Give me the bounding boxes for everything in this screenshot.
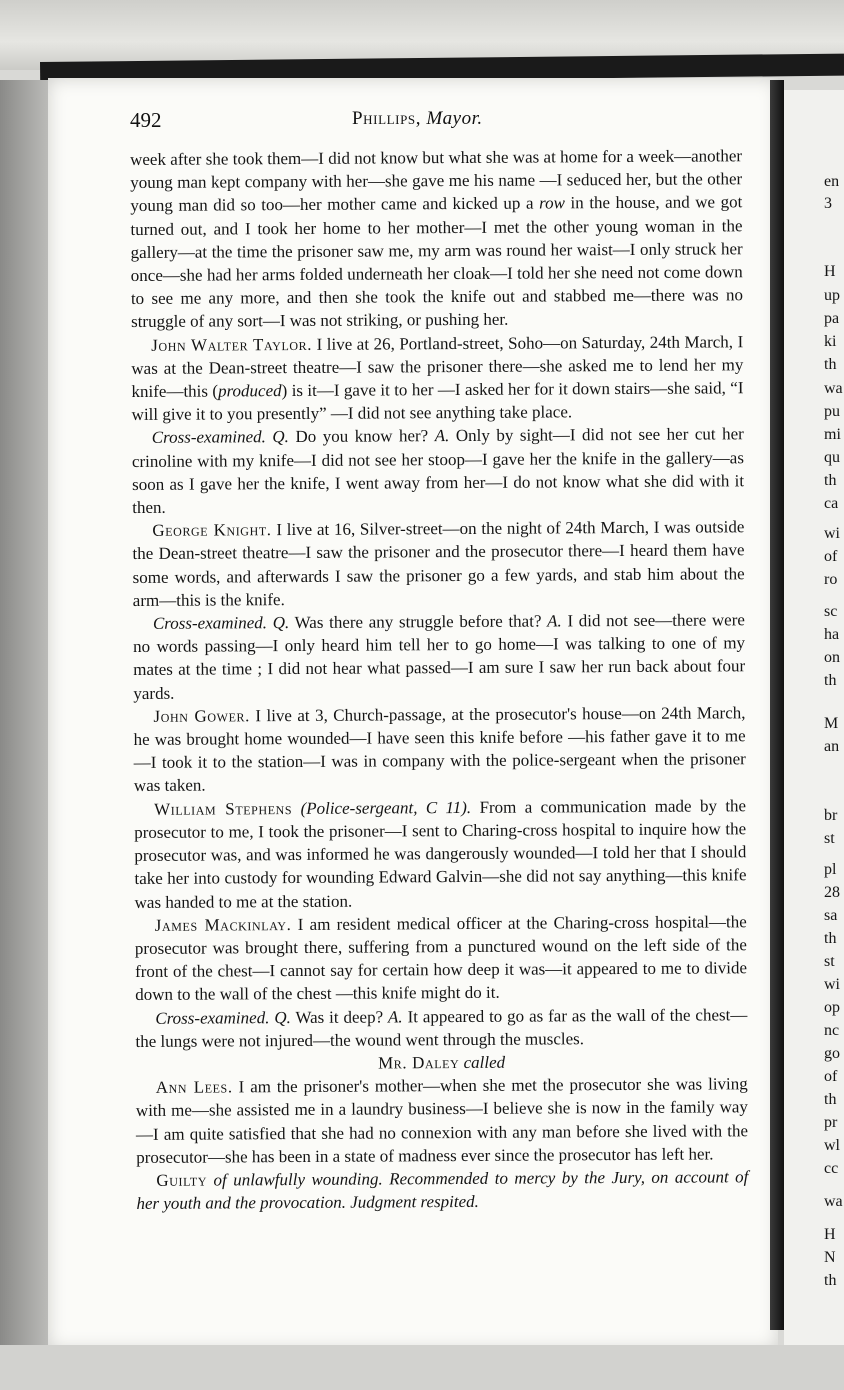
page-number: 492 [130, 108, 162, 132]
adjacent-page-text-fragment: go [824, 1045, 840, 1062]
adjacent-page-text-fragment: th [824, 672, 837, 689]
adjacent-page-text-fragment: ro [824, 571, 838, 588]
adjacent-page-text-fragment: wi [824, 976, 840, 993]
adjacent-page-text-fragment: H [824, 1226, 836, 1243]
adjacent-page-text-fragment: of [824, 548, 838, 565]
adjacent-page-text-fragment: of [824, 1068, 838, 1085]
witness-name: George Knight. [152, 520, 272, 541]
adjacent-page-text-fragment: up [824, 287, 840, 304]
cross-examination-taylor: Cross-examined. Q. Do you know her? A. Only by sight—I did not see her cut her crinoline with my knife—I did not see her stoop—I gave her the knife in the gallery—as soon as I gave her the knife, I went away from her—I do not know what she did with it then. [131, 424, 745, 518]
adjacent-page-text-fragment: nc [824, 1022, 840, 1039]
adjacent-page-text-fragment: pl [824, 861, 837, 878]
adjacent-page-text-fragment: wa [824, 1193, 843, 1210]
adjacent-page-text-fragment: th [824, 1091, 837, 1108]
testimony-mackinlay: James Mackinlay. I am resident medical officer at the Charing-cross hospital—the prosecutor was brought there, suffering from a punctured wound on the left side of the front of the chest—I cannot say for certain how deep it was—it appeared to me to divide down to the wall of the chest —this knife might do it. [134, 911, 748, 1005]
adjacent-page-text-fragment: br [824, 807, 838, 824]
testimony-gower: John Gower. I live at 3, Church-passage, at the prosecutor's house—on 24th March, he was brought home wounded—I have seen this knife before —his father gave it to me—I took it to the station—I was in company with the police-sergeant when the prisoner was taken. [133, 703, 746, 796]
adjacent-page-text-fragment: pa [824, 310, 840, 327]
adjacent-page-text-fragment: ki [824, 333, 837, 350]
adjacent-page-text-fragment: M [824, 715, 839, 732]
testimony-lees: Ann Lees. I am the prisoner's mother—when she met the prosecutor she was living with me—she assisted me in a laundry business—I believe she is now in the family way—I am quite satisfied that she had no connexion with any man before she lived with the prosecutor—she has been in a state of madness ever since the prosecutor has left her. [135, 1074, 749, 1167]
adjacent-page-text-fragment: st [824, 953, 835, 970]
adjacent-page-text-fragment: op [824, 999, 840, 1016]
adjacent-page-text-fragment: wi [824, 525, 840, 542]
adjacent-page-text-fragment: H [824, 263, 836, 280]
running-head [352, 108, 483, 130]
adjacent-page-text-fragment: ha [824, 626, 840, 643]
defence-witness-heading: Mr. Daley called [377, 1052, 506, 1073]
adjacent-page-text-fragment: th [824, 1272, 837, 1289]
adjacent-page-text-fragment: th [824, 472, 837, 489]
adjacent-page-text-fragment: sa [824, 907, 838, 924]
adjacent-page-text-fragment: th [824, 356, 837, 373]
witness-name: William Stephens [153, 798, 293, 819]
scan-background-left [0, 80, 52, 1390]
page-header [130, 108, 750, 134]
adjacent-page-text-fragment: th [824, 930, 837, 947]
adjacent-page-text-fragment: sc [824, 603, 838, 620]
verdict: Guilty of unlawfully wounding. Recommended to mercy by the Jury, on account of her youth and the provocation. Judgment respited. [136, 1167, 749, 1214]
adjacent-page-text-fragment: wa [824, 380, 843, 397]
witness-name: James Mackinlay. [154, 914, 292, 935]
adjacent-page-text-fragment: st [824, 830, 835, 847]
adjacent-page-text-fragment: an [824, 738, 840, 755]
scan-background-bottom [0, 1345, 844, 1390]
adjacent-page-text-fragment: pr [824, 1114, 838, 1131]
witness-name: Ann Lees. [155, 1077, 233, 1097]
adjacent-page-text-fragment: 28 [824, 884, 840, 901]
witness-name: John Walter Taylor. [151, 334, 313, 355]
adjacent-page-text-fragment: qu [824, 449, 840, 466]
testimony-knight: George Knight. I live at 16, Silver-street—on the night of 24th March, I was outside the Dean-street theatre—I saw the prisoner and the prosecutor there—I heard them have some words, and afterwards I saw the prisoner go a few yards, and stab him about the arm—this is the knife. [132, 517, 745, 610]
testimony-stephens: William Stephens (Police-sergeant, C 11). From a communication made by the prosecutor to me, I took the prisoner—I sent to Charing-cross hospital to inquire how the prosecutor was, and was informed he was dangerously wounded—I told her that I should take her into custody for wounding Edward Galvin—she did not say anything—this knife was handed to me at the station. [134, 795, 747, 912]
cross-examination-knight: Cross-examined. Q. Was there any struggle before that? A. I did not see—there were no words passing—I only heard him tell her to go home—I was talking to one of my mates at the time ; I did not hear what passed—I am sure I saw her run back about four yards. [132, 610, 746, 703]
adjacent-page-text-fragment: pu [824, 403, 840, 420]
adjacent-page-text-fragment: 3 [824, 195, 832, 212]
running-head-name: Phillips, [352, 108, 422, 129]
witness-name: John Gower. [153, 706, 251, 726]
adjacent-page-text-fragment: ca [824, 495, 839, 512]
cross-examination-mackinlay: Cross-examined. Q. Was it deep? A. It appeared to go as far as the wall of the chest—the lungs were not injured—the wound went through the muscles. [135, 1004, 748, 1051]
testimony-taylor: John Walter Taylor. I live at 26, Portland-street, Soho—on Saturday, 24th March, I was at the Dean-street theatre—I saw the prisoner there—she asked me to lend her my knife—this (produced) is it—I gave it to her —I asked her for it down stairs—she said, “I will give it to you presently” —I did not see anything take place. [131, 331, 744, 425]
adjacent-page-text-fragment: en [824, 173, 840, 190]
running-head-title: Mayor. [426, 108, 483, 129]
paragraph-continuation: week after she took them—I did not know but what she was at home for a week—another young man kept company with her—she gave me his name —I seduced her, but the other young man did so too—her mother came and kicked up a row in the house, and we got turned out, and I took her home to her mother—I met the other young woman in the gallery—at the time the prisoner saw me, my arm was round her waist—I only struck her once—she had her arms folded underneath her cloak—I told her she need not come down to see me any more, and then she took the knife out and stabbed me—there was no struggle of any sort—I was not striking, or pushing her. [130, 146, 743, 332]
adjacent-page-fragment [784, 90, 844, 1390]
page-body-text [130, 144, 749, 1215]
adjacent-page-text-fragment: on [824, 649, 840, 666]
adjacent-page-text-fragment: cc [824, 1160, 839, 1177]
adjacent-page-text-fragment: N [824, 1249, 836, 1266]
adjacent-page-text-fragment: wl [824, 1137, 840, 1154]
adjacent-page-text-fragment: mi [824, 426, 841, 443]
page-gutter-shadow [770, 80, 784, 1330]
